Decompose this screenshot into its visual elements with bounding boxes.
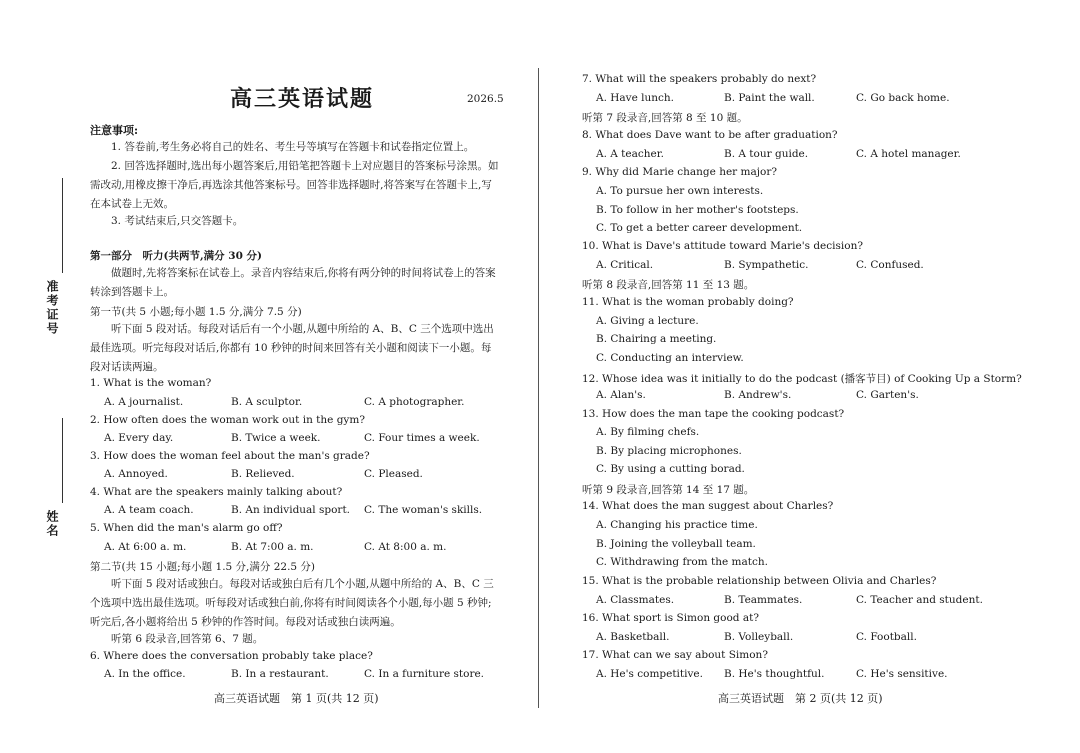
q17-option-b: B. He's thoughtful.	[724, 668, 825, 680]
q16-option-b: B. Volleyball.	[724, 631, 794, 643]
q12-option-a: A. Alan's.	[596, 389, 646, 401]
question-7: 7. What will the speakers probably do next?	[582, 73, 817, 85]
q15-option-b: B. Teammates.	[724, 594, 803, 606]
q6-option-c: C. In a furniture store.	[364, 668, 485, 680]
q13-option-b: B. By placing microphones.	[596, 445, 742, 457]
note-item-2: 2. 回答选择题时,选出每小题答案后,用铅笔把答题卡上对应题目的答案标号涂黑。如需改动,用橡皮擦干净后,再选涂其他答案标号。回答非选择题时,将答案写在答题卡上,写在本试卷上无效。	[90, 160, 499, 210]
question-9: 9. Why did Marie change her major?	[582, 166, 777, 178]
question-17: 17. What can we say about Simon?	[582, 649, 768, 661]
section1-heading: 第一节(共 5 小题;每小题 1.5 分,满分 7.5 分)	[90, 306, 302, 318]
q7-option-a: A. Have lunch.	[596, 92, 675, 104]
question-1: 1. What is the woman?	[90, 377, 212, 389]
q2-option-c: C. Four times a week.	[364, 432, 480, 444]
question-14: 14. What does the man suggest about Charles?	[582, 500, 834, 512]
q15-option-a: A. Classmates.	[596, 594, 675, 606]
q8-option-c: C. A hotel manager.	[856, 148, 961, 160]
question-13: 13. How does the man tape the cooking podcast?	[582, 408, 845, 420]
section1-intro: 听下面 5 段对话。每段对话后有一个小题,从题中所给的 A、B、C 三个选项中选出最佳选项。听完每段对话后,你都有 10 秒钟的时间来回答有关小题和阅读下一小题。每段对话读两遍。	[90, 323, 494, 373]
question-15: 15. What is the probable relationship between Olivia and Charles?	[582, 575, 937, 587]
q1-option-c: C. A photographer.	[364, 396, 465, 408]
instruction-6: 听第 6 段录音,回答第 6、7 题。	[111, 633, 264, 645]
instruction-7: 听第 7 段录音,回答第 8 至 10 题。	[582, 112, 748, 124]
q4-option-a: A. A team coach.	[104, 504, 194, 516]
q7-option-b: B. Paint the wall.	[724, 92, 815, 104]
q14-option-b: B. Joining the volleyball team.	[596, 538, 756, 550]
q5-option-c: C. At 8:00 a. m.	[364, 541, 447, 553]
section2-intro: 听下面 5 段对话或独白。每段对话或独白后有几个小题,从题中所给的 A、B、C 三个选项中选出最佳选项。听每段对话或独白前,你将有时间阅读各个小题,每小题 5 秒钟;听完后,各小题将给出 5 秒钟的作答时间。每段对话或独白读两遍。	[90, 578, 494, 628]
q11-option-c: C. Conducting an interview.	[596, 352, 744, 364]
question-10: 10. What is Dave's attitude toward Marie's decision?	[582, 240, 863, 252]
student-name-label: 姓名	[45, 510, 59, 538]
question-5: 5. When did the man's alarm go off?	[90, 522, 283, 534]
q6-option-b: B. In a restaurant.	[231, 668, 329, 680]
q16-option-a: A. Basketball.	[596, 631, 670, 643]
notes-heading: 注意事项:	[90, 124, 139, 137]
q9-option-c: C. To get a better career development.	[596, 222, 803, 234]
exam-title: 高三英语试题	[230, 86, 375, 112]
q14-option-a: A. Changing his practice time.	[596, 519, 758, 531]
q12-option-b: B. Andrew's.	[724, 389, 792, 401]
q10-option-a: A. Critical.	[596, 259, 654, 271]
question-16: 16. What sport is Simon good at?	[582, 612, 759, 624]
q8-option-b: B. A tour guide.	[724, 148, 809, 160]
q4-option-c: C. The woman's skills.	[364, 504, 483, 516]
right-page-footer: 高三英语试题 第 2 页(共 12 页)	[718, 692, 883, 705]
q1-option-a: A. A journalist.	[104, 396, 184, 408]
section2-heading: 第二节(共 15 小题;每小题 1.5 分,满分 22.5 分)	[90, 561, 316, 573]
q1-option-b: B. A sculptor.	[231, 396, 303, 408]
q3-option-c: C. Pleased.	[364, 468, 423, 480]
q3-option-a: A. Annoyed.	[104, 468, 168, 480]
q6-option-a: A. In the office.	[104, 668, 186, 680]
exam-number-label: 准考证号	[45, 280, 59, 336]
q13-option-c: C. By using a cutting borad.	[596, 463, 745, 475]
question-2: 2. How often does the woman work out in the gym?	[90, 414, 365, 426]
q17-option-a: A. He's competitive.	[596, 668, 703, 680]
q11-option-b: B. Chairing a meeting.	[596, 333, 717, 345]
q10-option-c: C. Confused.	[856, 259, 924, 271]
q7-option-c: C. Go back home.	[856, 92, 950, 104]
part1-intro: 做题时,先将答案标在试卷上。录音内容结束后,你将有两分钟的时间将试卷上的答案转涂到答题卡上。	[90, 267, 496, 298]
q3-option-b: B. Relieved.	[231, 468, 295, 480]
exam-date: 2026.5	[467, 93, 504, 105]
note-item-3: 3. 考试结束后,只交答题卡。	[111, 215, 244, 227]
q13-option-a: A. By filming chefs.	[596, 426, 700, 438]
question-8: 8. What does Dave want to be after graduation?	[582, 129, 838, 141]
q15-option-c: C. Teacher and student.	[856, 594, 983, 606]
q8-option-a: A. A teacher.	[596, 148, 664, 160]
part1-heading: 第一部分 听力(共两节,满分 30 分)	[90, 250, 263, 262]
right-page	[540, 0, 1080, 753]
question-3: 3. How does the woman feel about the man's grade?	[90, 450, 370, 462]
question-11: 11. What is the woman probably doing?	[582, 296, 794, 308]
note-item-1: 1. 答卷前,考生务必将自己的姓名、考生号等填写在答题卡和试卷指定位置上。	[111, 141, 475, 153]
q9-option-a: A. To pursue her own interests.	[596, 185, 764, 197]
page-divider	[538, 68, 539, 708]
question-6: 6. Where does the conversation probably take place?	[90, 650, 373, 662]
q12-option-c: C. Garten's.	[856, 389, 919, 401]
q9-option-b: B. To follow in her mother's footsteps.	[596, 204, 799, 216]
q5-option-b: B. At 7:00 a. m.	[231, 541, 314, 553]
q16-option-c: C. Football.	[856, 631, 917, 643]
question-4: 4. What are the speakers mainly talking about?	[90, 486, 343, 498]
q10-option-b: B. Sympathetic.	[724, 259, 809, 271]
q17-option-c: C. He's sensitive.	[856, 668, 948, 680]
q2-option-a: A. Every day.	[104, 432, 174, 444]
left-page-footer: 高三英语试题 第 1 页(共 12 页)	[214, 692, 379, 705]
q14-option-c: C. Withdrawing from the match.	[596, 556, 768, 568]
exam-number-line	[62, 178, 63, 273]
instruction-8: 听第 8 段录音,回答第 11 至 13 题。	[582, 279, 755, 291]
q11-option-a: A. Giving a lecture.	[596, 315, 699, 327]
q5-option-a: A. At 6:00 a. m.	[104, 541, 187, 553]
student-name-line	[62, 418, 63, 503]
q2-option-b: B. Twice a week.	[231, 432, 321, 444]
q4-option-b: B. An individual sport.	[231, 504, 351, 516]
instruction-9: 听第 9 段录音,回答第 14 至 17 题。	[582, 484, 755, 496]
question-12: 12. Whose idea was it initially to do the podcast (播客节目) of Cooking Up a Storm?	[582, 373, 1022, 385]
